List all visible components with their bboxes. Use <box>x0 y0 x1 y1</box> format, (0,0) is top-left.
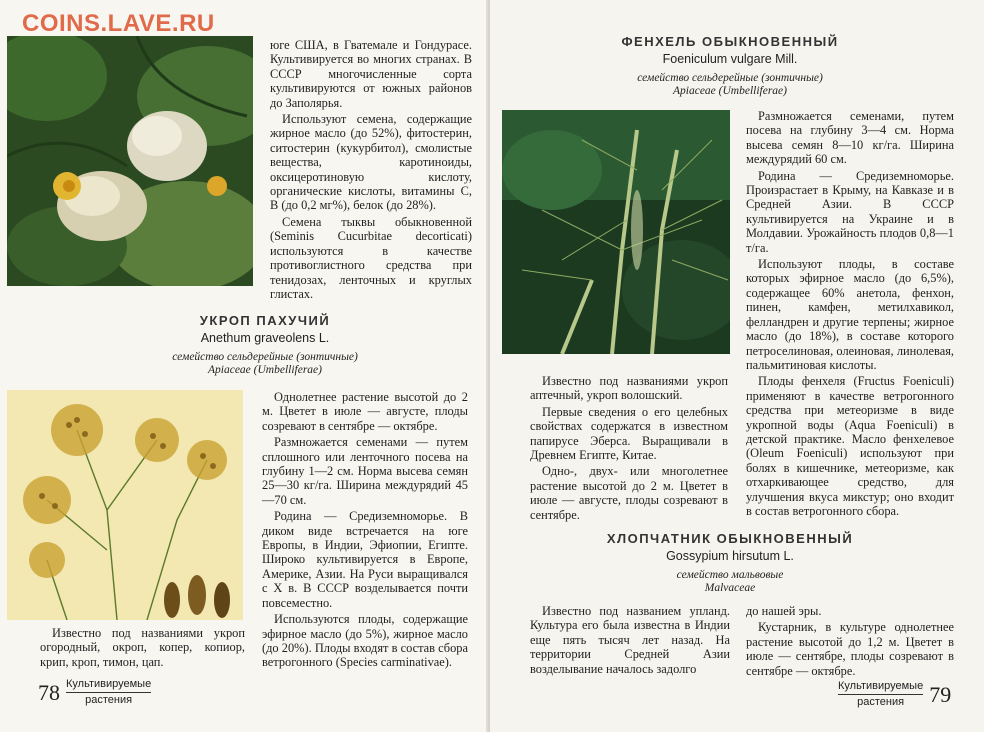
dill-paragraph: Размножается семенами — путем сплошного или ленточного посева на глубину 1—2 см. Норма высева семян 25—30 кг/га. Ширина междурядий 45—70 см. <box>262 435 468 507</box>
watermark: COINS.LAVE.RU <box>22 10 215 37</box>
section-caption <box>838 680 923 709</box>
fennel-paragraph: Плоды фенхеля (Fructus Foeniculi) применяют в качестве ветрогонного средства при метеоризме в виде укропной воды (Aqua Foeniculi) в детской практике. Масло фенхелевое (Oleum Foeniculi) используют при болях в кишечнике, метеоризме, как отхаркивающее средство, для улучшения вкуса микстур; оно входит в состав ветрогонного сбора. <box>746 374 954 518</box>
cotton-family-lat: Malvaceae <box>704 582 756 594</box>
right-page <box>490 0 984 732</box>
left-footer <box>38 678 151 707</box>
fennel-caption <box>530 374 728 524</box>
cotton-name-ru: ХЛОПЧАТНИК ОБЫКНОВЕННЫЙ <box>606 531 854 546</box>
cotton-family-ru: семейство мальвовые <box>676 569 784 581</box>
pumpkin-photo <box>7 36 253 286</box>
fennel-paragraph: Родина — Средиземноморье. Произрастает в Крыму, на Кавказе и в Средней Азии. В СССР культивируется на Украине и в Молдавии. Урожайность плодов 0,8—1 т/га. <box>746 168 954 255</box>
section-caption <box>66 678 151 707</box>
dill-family-ru: семейство сельдерейные (зонтичные) <box>172 351 358 363</box>
cotton-title-block <box>600 531 860 595</box>
section-line2: растения <box>85 694 133 706</box>
section-line1: Культивируемые <box>66 678 152 690</box>
fennel-photo <box>502 110 730 354</box>
dill-caption <box>40 626 245 671</box>
right-footer <box>838 680 951 709</box>
page-number: 79 <box>929 681 952 707</box>
fennel-family-lat: Apiaceae (Umbelliferae) <box>673 85 787 97</box>
page-number: 78 <box>38 679 60 705</box>
pumpkin-paragraph: Используют семена, содержащие жирное масло (до 52%), фитостерин, ситостерин (кукурбитол), смолистые вещества, каротиноиды, оксицеротиновую кислоту, органические кислоты, витамины С, В (до 0,2 мг%), белок (до 28%). <box>270 112 472 213</box>
dill-text <box>262 390 468 672</box>
fennel-text <box>746 109 954 520</box>
pumpkin-paragraph: Семена тыквы обыкновенной (Seminis Cucurbitae decorticati) используются в качестве противоглистного средства при тенидозах, ленточных и круглых глистах. <box>270 214 472 301</box>
section-line1: Культивируемые <box>838 680 924 692</box>
dill-name-lat: Anethum graveolens L. <box>200 331 330 345</box>
dill-caption-text: Известно под названиями укроп огородный, окроп, копер, копиор, крип, кроп, тимон, цап. <box>40 626 245 669</box>
cotton-paragraph: Известно под названием упланд. Культура его была известна в Индии еще пять тысяч лет назад. На территории Средней Азии возделывание началось задолго <box>530 604 730 676</box>
cotton-name-lat: Gossypium hirsutum L. <box>666 549 794 563</box>
dill-name-ru: УКРОП ПАХУЧИЙ <box>199 313 331 328</box>
section-line2: растения <box>857 696 905 708</box>
fennel-paragraph: Размножается семенами, путем посева на глубину 3—4 см. Норма высева семян 8—10 кг/га. Ширина междурядий 60 см. <box>746 109 954 167</box>
cotton-text-col2 <box>746 604 954 680</box>
fennel-name-ru: ФЕНХЕЛЬ ОБЫКНОВЕННЫЙ <box>621 34 839 49</box>
fennel-caption-text: Известно под названиями укроп аптечный, укроп волошский. <box>530 374 728 403</box>
dill-paragraph: Однолетнее растение высотой до 2 м. Цветет в июле — августе, плоды созревают в сентябре — октябре. <box>262 390 468 433</box>
pumpkin-paragraph: юге США, в Гватемале и Гондурасе. Культивируется во многих странах. В СССР многочисленные сорта культивируются от южных районов до Заполярья. <box>270 38 472 110</box>
cotton-paragraph: до нашей эры. <box>746 604 822 618</box>
left-page <box>0 0 490 732</box>
fennel-caption-text: Одно-, двух- или многолетнее растение высотой до 2 м. Цветет в июле — августе, плоды созревают в сентябре. <box>530 464 728 522</box>
footer-rule <box>838 694 923 695</box>
dill-paragraph: Родина — Средиземноморье. В диком виде встречается на юге Европы, в Индии, Эфиопии, Египте. Широко культивируется в Европе, Америке, Азии. На Руси выращивался с X в. В СССР возделывается почти повсеместно. <box>262 509 468 610</box>
fennel-caption-text: Первые сведения о его целебных свойствах содержатся в известном папирусе Эберса. Выращивали в Древнем Египте, Китае. <box>530 404 728 463</box>
fennel-family-ru: семейство сельдерейные (зонтичные) <box>637 72 823 84</box>
dill-paragraph: Используются плоды, содержащие эфирное масло (до 5%), жирное масло (до 20%). Плоды входят в состав сбора ветрогонного (Species carminativae). <box>262 612 468 670</box>
fennel-paragraph: Используют плоды, в составе которых эфирное масло (до 6,5%), содержащее 60% анетола, фенхон, пинен, камфен, метилхавикол, фелландрен и другие терпены; жирное масло (до 18%), в составе которого петроселиновая, олеиновая, линолевая, пальмитиновая кислоты. <box>746 257 954 372</box>
dill-illustration <box>7 390 243 620</box>
dill-family-lat: Apiaceae (Umbelliferae) <box>208 364 322 376</box>
dill-title-block <box>140 313 390 377</box>
cotton-text-col1 <box>530 604 730 678</box>
cotton-paragraph: Кустарник, в культуре однолетнее растение высотой до 1,2 м. Цветет в июле — сентябре, плоды созревают в сентябре — октябре. <box>746 620 954 678</box>
footer-rule <box>66 692 151 693</box>
fennel-title-block <box>600 34 860 98</box>
pumpkin-text <box>270 38 472 303</box>
fennel-name-lat: Foeniculum vulgare Mill. <box>662 52 798 66</box>
